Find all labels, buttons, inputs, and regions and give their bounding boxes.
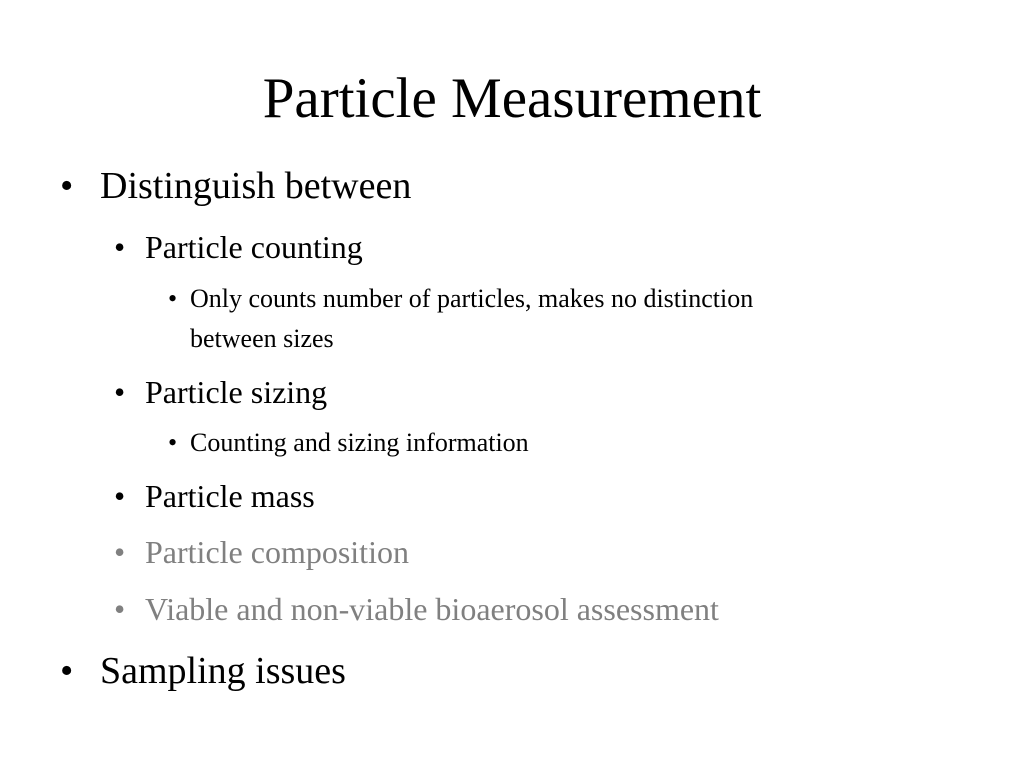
bullet-icon: • (60, 650, 74, 692)
slide-title: Particle Measurement (262, 67, 762, 130)
bullet-text-line-2: between sizes (190, 324, 334, 353)
bullet-text: Counting and sizing information (190, 428, 529, 457)
bullet-icon: • (168, 428, 178, 457)
bullet-icon: • (114, 534, 126, 570)
bullet-text: Particle mass (145, 478, 315, 514)
bullet-icon: • (114, 229, 126, 265)
bullet-text: Particle counting (145, 229, 363, 265)
bullet-text-line-1: Only counts number of particles, makes no distinction (190, 284, 754, 313)
bullet-text: Particle sizing (145, 374, 328, 410)
bullet-text: Distinguish between (100, 165, 412, 207)
bullet-text: Particle composition (145, 534, 409, 570)
bullet-text: Viable and non-viable bioaerosol assessment (145, 591, 719, 627)
bullet-icon: • (114, 591, 126, 627)
bullet-icon: • (168, 284, 178, 313)
bullet-item-only-counts (0, 279, 1024, 359)
bullet-icon: • (60, 165, 74, 207)
bullet-icon: • (114, 478, 126, 514)
bullet-text: Sampling issues (100, 650, 346, 692)
bullet-icon: • (114, 374, 126, 410)
